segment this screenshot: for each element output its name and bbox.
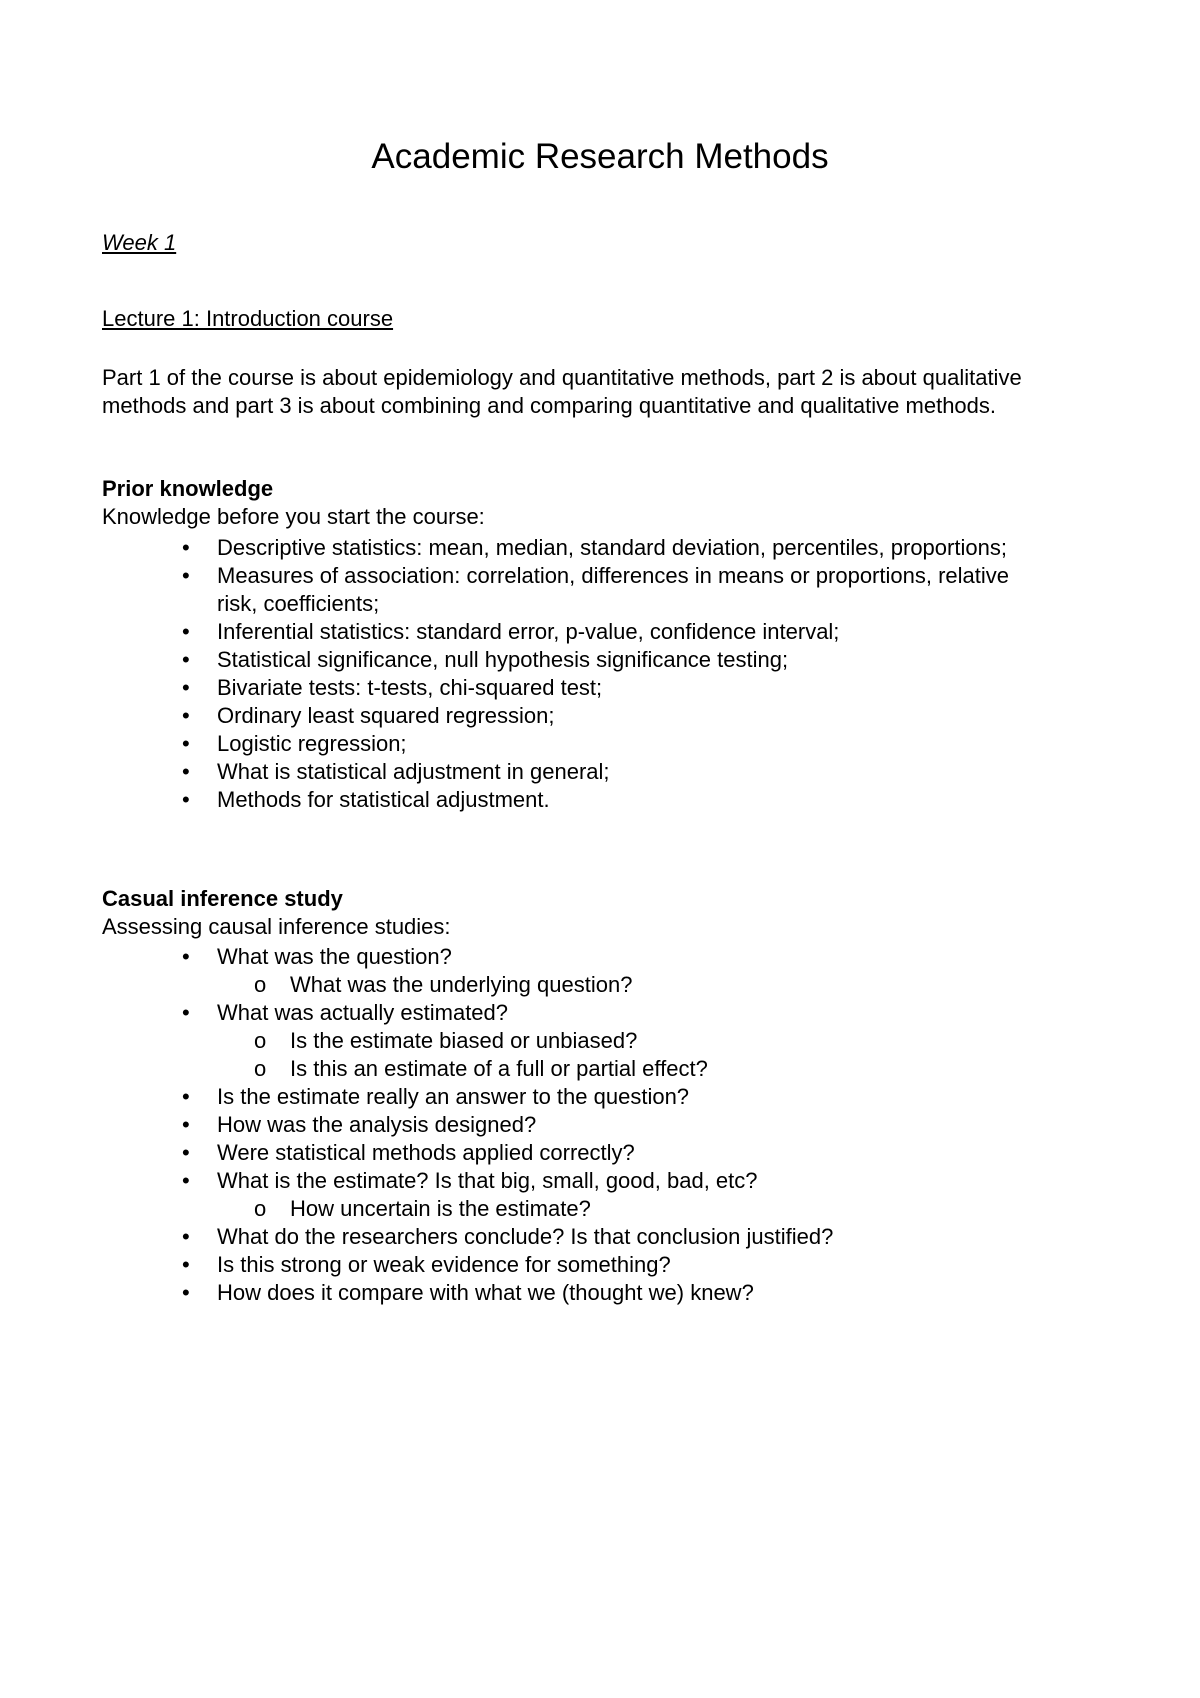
- casual-inference-list-item: [0, 1251, 1017, 1279]
- course-intro-paragraph: Part 1 of the course is about epidemiology and quantitative methods, part 2 is about qualitative methods and part 3 is about combining and comparing quantitative and qualitative methods.: [102, 365, 1022, 418]
- bullet-marker: •: [182, 1168, 190, 1193]
- casual-inference-item-text: How uncertain is the estimate?: [290, 1196, 591, 1221]
- casual-inference-list-item: [0, 1223, 1017, 1251]
- casual-inference-item-text: How does it compare with what we (thought we) knew?: [217, 1280, 754, 1305]
- lecture-heading: Lecture 1: Introduction course: [102, 306, 394, 331]
- casual-inference-item-text: What was the question?: [217, 944, 452, 969]
- casual-inference-list-item: [0, 1027, 1050, 1055]
- sub-bullet-marker: o: [254, 1196, 267, 1221]
- prior-knowledge-list-item: [0, 562, 1017, 618]
- bullet-marker: •: [182, 1252, 190, 1277]
- prior-knowledge-list-item: [0, 702, 1017, 730]
- sub-bullet-marker: o: [254, 972, 267, 997]
- casual-inference-item-text: Were statistical methods applied correctly?: [217, 1140, 635, 1165]
- prior-knowledge-intro: Knowledge before you start the course:: [102, 504, 485, 529]
- bullet-marker: •: [182, 1140, 190, 1165]
- bullet-marker: •: [182, 675, 190, 700]
- casual-inference-item-text: What do the researchers conclude? Is that conclusion justified?: [217, 1224, 834, 1249]
- sub-bullet-marker: o: [254, 1028, 267, 1053]
- bullet-marker: •: [182, 703, 190, 728]
- sub-bullet-marker: o: [254, 1056, 267, 1081]
- prior-knowledge-list-item: [0, 758, 1017, 786]
- prior-knowledge-item-text: What is statistical adjustment in general;: [217, 759, 610, 784]
- prior-knowledge-item-text: Descriptive statistics: mean, median, standard deviation, percentiles, proportions;: [217, 535, 1007, 560]
- prior-knowledge-item-text: Bivariate tests: t-tests, chi-squared test;: [217, 675, 603, 700]
- bullet-marker: •: [182, 787, 190, 812]
- casual-inference-list-item: [0, 943, 1017, 971]
- casual-inference-item-text: Is this strong or weak evidence for something?: [217, 1252, 671, 1277]
- casual-inference-list-item: [0, 1195, 1050, 1223]
- bullet-marker: •: [182, 731, 190, 756]
- casual-inference-list-item: [0, 1083, 1017, 1111]
- prior-knowledge-item-text: Statistical significance, null hypothesis significance testing;: [217, 647, 789, 672]
- bullet-marker: •: [182, 1000, 190, 1025]
- casual-inference-list: [0, 943, 1200, 1307]
- casual-inference-list-item: [0, 1167, 1017, 1195]
- prior-knowledge-item-text: Inferential statistics: standard error, p-value, confidence interval;: [217, 619, 840, 644]
- bullet-marker: •: [182, 1084, 190, 1109]
- casual-inference-item-text: Is this an estimate of a full or partial effect?: [290, 1056, 708, 1081]
- casual-inference-list-item: [0, 1279, 1017, 1307]
- casual-inference-item-text: How was the analysis designed?: [217, 1112, 537, 1137]
- bullet-marker: •: [182, 1280, 190, 1305]
- prior-knowledge-list-item: [0, 646, 1017, 674]
- casual-inference-heading: Casual inference study: [102, 886, 343, 911]
- prior-knowledge-item-text: Measures of association: correlation, differences in means or proportions, relative risk, coefficients;: [217, 563, 1009, 616]
- casual-inference-item-text: What is the estimate? Is that big, small, good, bad, etc?: [217, 1168, 758, 1193]
- prior-knowledge-list-item: [0, 618, 1017, 646]
- bullet-marker: •: [182, 619, 190, 644]
- casual-inference-item-text: What was the underlying question?: [290, 972, 633, 997]
- casual-inference-item-text: What was actually estimated?: [217, 1000, 509, 1025]
- bullet-marker: •: [182, 1224, 190, 1249]
- casual-inference-list-item: [0, 1139, 1017, 1167]
- document-title: Academic Research Methods: [371, 137, 829, 176]
- casual-inference-list-item: [0, 999, 1017, 1027]
- casual-inference-item-text: Is the estimate really an answer to the question?: [217, 1084, 690, 1109]
- prior-knowledge-heading: Prior knowledge: [102, 476, 274, 501]
- prior-knowledge-item-text: Logistic regression;: [217, 731, 407, 756]
- bullet-marker: •: [182, 944, 190, 969]
- casual-inference-list-item: [0, 971, 1050, 999]
- casual-inference-item-text: Is the estimate biased or unbiased?: [290, 1028, 638, 1053]
- prior-knowledge-item-text: Ordinary least squared regression;: [217, 703, 555, 728]
- bullet-marker: •: [182, 759, 190, 784]
- prior-knowledge-list: [0, 534, 1200, 814]
- casual-inference-list-item: [0, 1111, 1017, 1139]
- prior-knowledge-list-item: [0, 730, 1017, 758]
- bullet-marker: •: [182, 1112, 190, 1137]
- prior-knowledge-item-text: Methods for statistical adjustment.: [217, 787, 550, 812]
- week-heading: Week 1: [102, 230, 177, 255]
- prior-knowledge-list-item: [0, 674, 1017, 702]
- bullet-marker: •: [182, 563, 190, 588]
- bullet-marker: •: [182, 535, 190, 560]
- prior-knowledge-list-item: [0, 534, 1017, 562]
- casual-inference-intro: Assessing causal inference studies:: [102, 914, 451, 939]
- casual-inference-list-item: [0, 1055, 1050, 1083]
- bullet-marker: •: [182, 647, 190, 672]
- prior-knowledge-list-item: [0, 786, 1017, 814]
